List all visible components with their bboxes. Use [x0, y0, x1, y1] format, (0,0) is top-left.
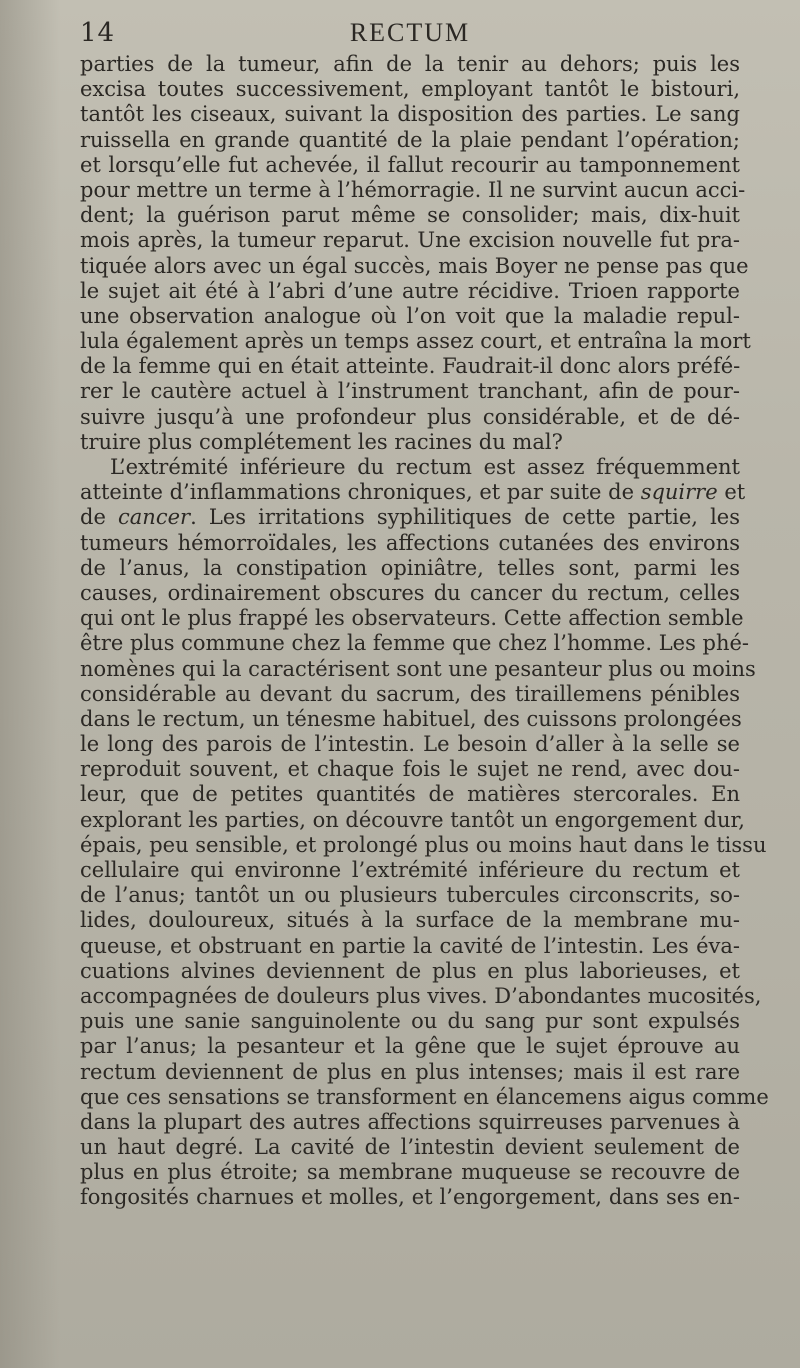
- text-line: rectum deviennent de plus en plus intenses; mais il est rare: [80, 1059, 740, 1084]
- body-text: [80, 52, 769, 1211]
- text-line: une observation analogue où l’on voit que la maladie repul-: [80, 303, 740, 328]
- text-line: nomènes qui la caractérisent sont une pesanteur plus ou moins: [80, 656, 756, 681]
- text-line: queuse, et obstruant en partie la cavité de l’intestin. Les éva-: [80, 933, 740, 958]
- text-line: lula également après un temps assez court, et entraîna la mort: [80, 329, 751, 354]
- text-line: tiquée alors avec un égal succès, mais Boyer ne pense pas que: [80, 253, 749, 278]
- text-line: qui ont le plus frappé les observateurs. Cette affection semble: [80, 606, 744, 631]
- text-line: par l’anus; la pesanteur et la gêne que le sujet éprouve au: [80, 1034, 740, 1059]
- text-line: causes, ordinairement obscures du cancer du rectum, celles: [80, 580, 740, 605]
- paragraph-end-line: truire plus complétement les racines du mal?: [80, 429, 563, 454]
- text-line: reproduit souvent, et chaque fois le sujet ne rend, avec dou-: [80, 757, 740, 782]
- text-line: dent; la guérison parut même se consolider; mais, dix-huit: [80, 203, 740, 228]
- running-head: RECTUM: [349, 18, 471, 47]
- text-line: dans le rectum, un ténesme habituel, des cuissons prolongées: [80, 706, 742, 731]
- text-line: dans la plupart des autres affections squirreuses parvenues à: [80, 1109, 740, 1134]
- text-line: de l’anus, la constipation opiniâtre, telles sont, parmi les: [80, 555, 740, 580]
- text-line: plus en plus étroite; sa membrane muqueuse se recouvre de: [80, 1160, 740, 1185]
- text-line: mois après, la tumeur reparut. Une excision nouvelle fut pra-: [80, 228, 740, 253]
- text-line: de l’anus; tantôt un ou plusieurs tubercules circonscrits, so-: [80, 883, 740, 908]
- text-line: explorant les parties, on découvre tantôt un engorgement dur,: [80, 807, 745, 832]
- text-line: considérable au devant du sacrum, des tiraillemens pénibles: [80, 681, 740, 706]
- text-line: ruissella en grande quantité de la plaie pendant l’opération;: [80, 127, 740, 152]
- text-line: cellulaire qui environne l’extrémité inférieure du rectum et: [80, 858, 740, 882]
- page-header: [80, 18, 740, 50]
- text-line: un haut degré. La cavité de l’intestin devient seulement de: [80, 1135, 740, 1160]
- text-line: être plus commune chez la femme que chez l’homme. Les phé-: [80, 631, 750, 656]
- text-line: atteinte d’inflammations chroniques, et par suite de squirre et: [80, 480, 746, 505]
- text-line: de la femme qui en était atteinte. Faudrait-il donc alors préfé-: [80, 354, 741, 379]
- text-line: suivre jusqu’à une profondeur plus considérable, et de dé-: [80, 404, 740, 429]
- text-line: que ces sensations se transforment en élancemens aigus comme: [80, 1084, 769, 1109]
- text-line: cuations alvines deviennent de plus en plus laborieuses, et: [80, 958, 740, 983]
- text-line: et lorsqu’elle fut achevée, il fallut recourir au tamponnement: [80, 152, 740, 177]
- text-line: tumeurs hémorroïdales, les affections cutanées des environs: [80, 530, 740, 555]
- text-line: le long des parois de l’intestin. Le besoin d’aller à la selle se: [80, 732, 740, 757]
- text-line: fongosités charnues et molles, et l’engorgement, dans ses en-: [80, 1185, 740, 1210]
- text-line: rer le cautère actuel à l’instrument tranchant, afin de pour-: [80, 379, 740, 404]
- text-line: leur, que de petites quantités de matières stercorales. En: [80, 782, 740, 807]
- text-line: accompagnées de douleurs plus vives. D’abondantes mucosités,: [80, 983, 762, 1008]
- text-line: de cancer. Les irritations syphilitiques de cette partie, les: [80, 505, 740, 530]
- text-line: épais, peu sensible, et prolongé plus ou moins haut dans le tissu: [80, 832, 767, 857]
- text-line: parties de la tumeur, afin de la tenir au dehors; puis les: [80, 52, 740, 76]
- text-line: puis une sanie sanguinolente ou du sang pur sont expulsés: [80, 1009, 740, 1034]
- text-line: tantôt les ciseaux, suivant la disposition des parties. Le sang: [80, 102, 740, 127]
- text-line: le sujet ait été à l’abri d’une autre récidive. Trioen rapporte: [80, 278, 740, 303]
- paragraph-start-line: L’extrémité inférieure du rectum est assez fréquemment: [110, 455, 740, 479]
- text-line: excisa toutes successivement, employant tantôt le bistouri,: [80, 77, 740, 102]
- text-line: pour mettre un terme à l’hémorragie. Il ne survint aucun acci-: [80, 177, 746, 202]
- text-line: lides, douloureux, situés à la surface de la membrane mu-: [80, 908, 740, 933]
- page-number: 14: [80, 18, 116, 48]
